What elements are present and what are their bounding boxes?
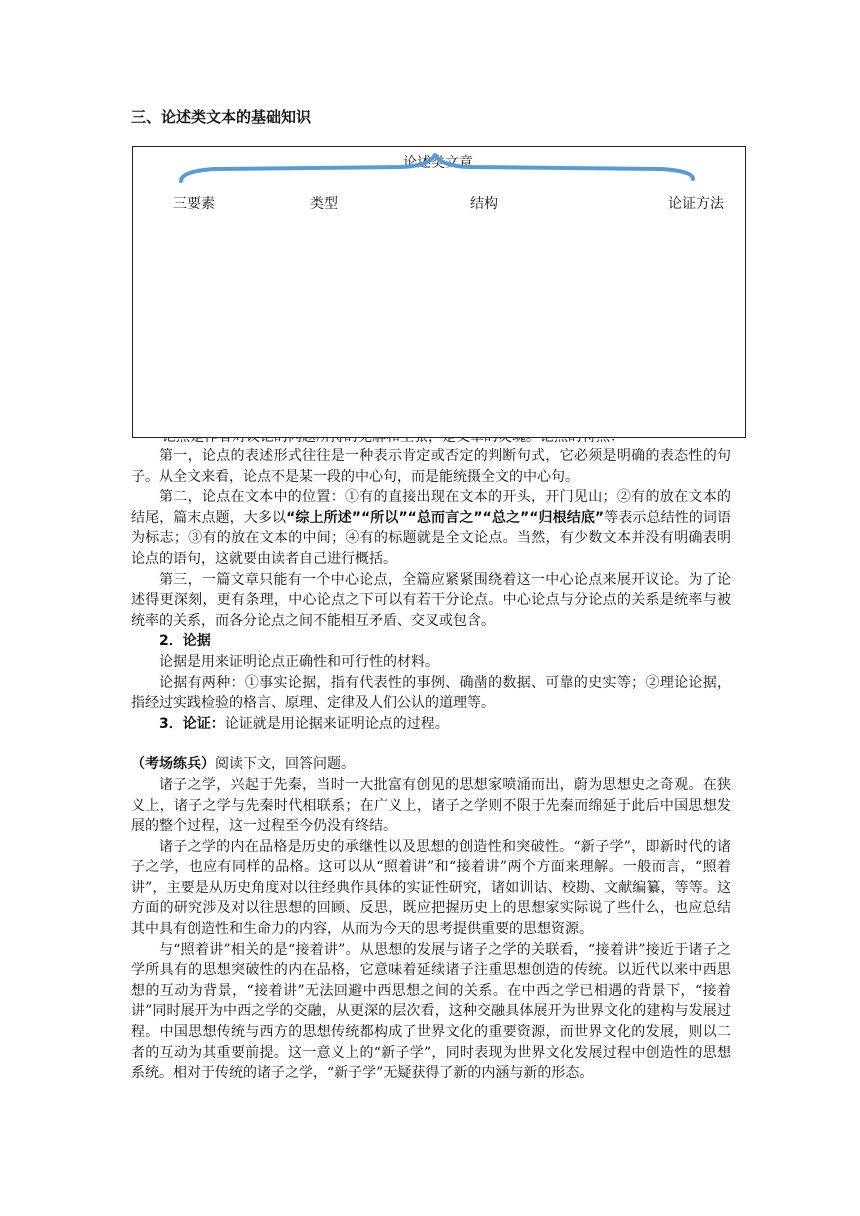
paragraph-evidence-types: 论据有两种：①事实论据，指有代表性的事例、确凿的数据、可靠的史实等；②理论论据，指经过实践检验的格言、原理、定律及人们公认的道理等。 [131, 674, 731, 712]
paragraph-point-position: 第二，论点在文本中的位置：①有的直接出现在文本的开头，开门见山；②有的放在文本的结尾，篇末点题，大多以“综上所述”“所以”“总而言之”“总之”“归根结底”等表示总结性的词语为标志；③有的放在文本的中间；④有的标题就是全文论点。当然，有少数文本并没有明确表明论点的语句，这就要由读者自己进行概括。 [131, 489, 732, 567]
paragraph-central-point: 第三，一篇文章只能有一个中心论点，全篇应紧紧围绕着这一中心论点来展开议论。为了论述得更深刻，更有条理，中心论点之下可以有若干分论点。中心论点与分论点的关系是统率与被统率的关系，而各分论点之间不能相互矛盾、交叉或包含。 [131, 571, 731, 629]
paragraph-argumentation: 3．论证：论证就是用论据来证明论点的过程。 [159, 715, 449, 732]
article-paragraph-3: 与“照着讲”相关的是“接着讲”。从思想的发展与诸子之学的关联看，“接着讲”接近于诸子之学所具有的思想突破性的内在品格，它意味着延续诸子注重思想创造的传统。以近代以来中西思想的互动为背景，“接着讲”无法回避中西思想之间的关系。在中西之学已相遇的背景下，“接着讲”同时展开为中西之学的交融，从更深的层次看，这种交融具体展开为世界文化的建构与发展过程。中国思想传统与西方的思想传统都构成了世界文化的重要资源，而世界文化的发展，则以二者的互动为其重要前提。这一意义上的“新子学”，同时表现为世界文化发展过程中创造性的思想系统。相对于传统的诸子之学，“新子学”无疑获得了新的内涵与新的形态。 [131, 941, 731, 1082]
body-text [131, 446, 731, 1084]
concept-diagram-box [132, 146, 746, 438]
article-paragraph-2: 诸子之学的内在品格是历史的承继性以及思想的创造性和突破性。“新子学”，即新时代的诸子之学，也应有同样的品格。这可以从“照着讲”和“接着讲”两个方面来理解。一般而言，“照着讲”，主要是从历史角度对以往经典作具体的实证性研究，诸如训诂、校勘、文献编纂，等等。这方面的研究涉及对以往思想的回顾、反思，既应把握历史上的思想家实际说了些什么，也应总结其中具有创造性和生命力的内容，从而为今天的思考提供重要的思想资源。 [131, 838, 731, 938]
section-heading: 三、论述类文本的基础知识 [131, 108, 312, 126]
subheading-evidence: 2．论据 [159, 633, 211, 650]
paragraph-evidence-def: 论据是用来证明论点正确性和可行性的材料。 [159, 653, 439, 670]
diagram-branch-lunzhengfangfa: 论证方法 [668, 196, 724, 212]
paragraph-point-form: 第一，论点的表述形式往往是一种表示肯定或否定的判断句式，它必须是明确的表态性的句子。从全文来看，论点不是某一段的中心句，而是能统摄全文的中心句。 [131, 448, 731, 485]
diagram-branch-leixing: 类型 [310, 196, 338, 212]
diagram-branch-sanyaosu: 三要素 [173, 196, 215, 212]
practice-label: （考场练兵） [131, 756, 215, 773]
summary-keywords: “综上所述”“所以”“总而言之”“总之”“归根结底” [286, 509, 605, 526]
article-paragraph-1: 诸子之学，兴起于先秦，当时一大批富有创见的思想家喷涌而出，蔚为思想史之奇观。在狭义上，诸子之学与先秦时代相联系；在广义上，诸子之学则不限于先秦而绵延于此后中国思想发展的整个过程，这一过程至今仍没有终结。 [131, 776, 731, 835]
practice-intro: （考场练兵）阅读下文，回答问题。 [131, 756, 355, 773]
diagram-root-label: 论述类文章 [403, 155, 473, 171]
brace-icon [133, 147, 745, 197]
diagram-branch-jiegou: 结构 [470, 196, 498, 212]
